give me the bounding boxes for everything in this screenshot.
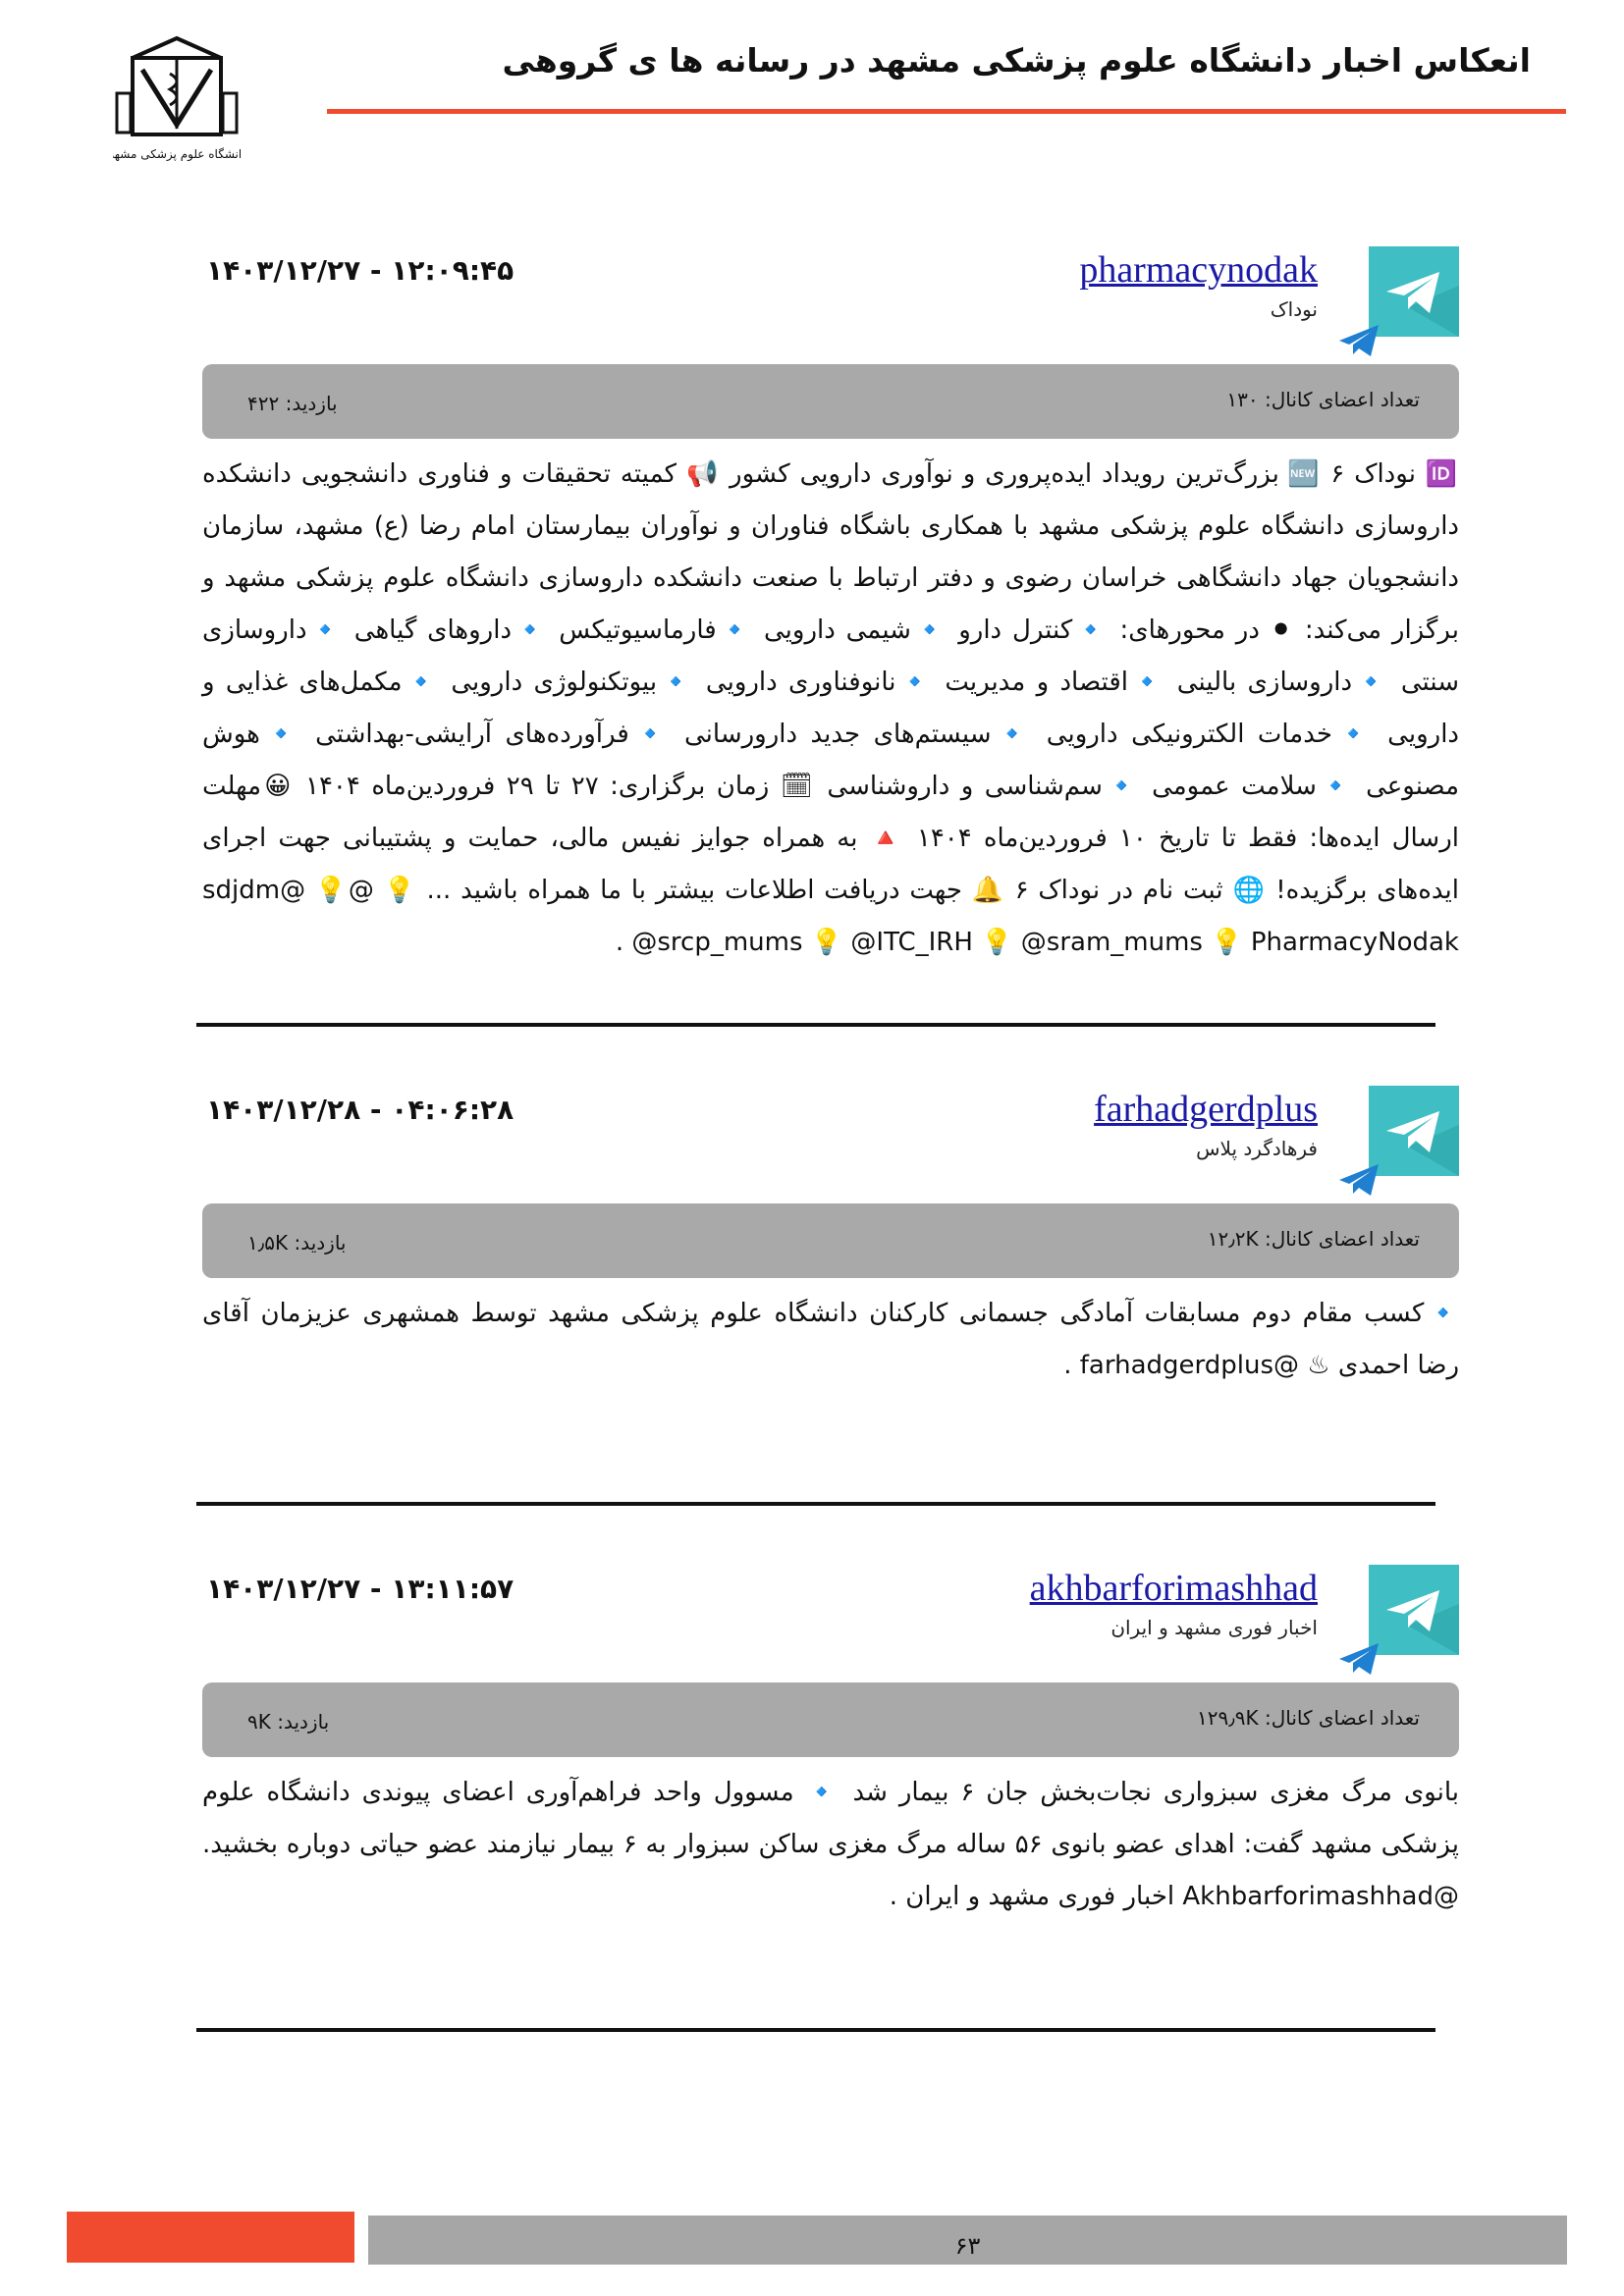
stats-bar	[202, 1682, 1459, 1757]
logo-caption: دانشگاه علوم پزشکی مشهد	[113, 147, 241, 161]
university-logo	[113, 34, 241, 167]
post-divider	[196, 1023, 1435, 1027]
channel-description: اخبار فوری مشهد و ایران	[1110, 1616, 1318, 1639]
post-divider	[196, 1502, 1435, 1506]
post-datetime: ۱۴۰۳/۱۲/۲۷ - ۱۳:۱۱:۵۷	[206, 1573, 514, 1605]
member-count: تعداد اعضای کانال: ۱۳۰	[1226, 388, 1420, 411]
post-divider	[196, 2028, 1435, 2032]
post-body: 🔹کسب مقام دوم مسابقات آمادگی جسمانی کارکنان دانشگاه علوم پزشکی مشهد توسط همشهری عزیزمان آقای رضا احمدی ♨ @farhadgerdplus .	[202, 1299, 1459, 1380]
member-count: تعداد اعضای کانال: ۱۲٫۲K	[1207, 1227, 1420, 1251]
telegram-icon	[1369, 246, 1459, 337]
view-count: بازدید: ۹K	[247, 1710, 330, 1734]
telegram-small-icon	[1337, 1641, 1380, 1677]
post-body: بانوی مرگ مغزی سبزواری نجات‌بخش جان ۶ بیمار شد 🔹 مسوول واحد فراهم‌آوری اعضای پیوندی دانشگاه علوم پزشکی مشهد گفت: اهدای عضو بانوی ۵۶ ساله مرگ مغزی ساکن سبزوار به ۶ بیمار نیازمند عضو حیاتی دوباره بخشید. @Akhbarforimashhad اخبار فوری مشهد و ایران .	[202, 1778, 1459, 1911]
page-title: انعکاس اخبار دانشگاه علوم پزشکی مشهد در رسانه ها ی گروهی	[502, 41, 1531, 80]
channel-description: فرهادگرد پلاس	[1196, 1137, 1318, 1160]
channel-description: نوداک	[1270, 297, 1318, 321]
stats-bar	[202, 364, 1459, 439]
telegram-small-icon	[1337, 1162, 1380, 1198]
channel-link[interactable]: farhadgerdplus	[1094, 1089, 1318, 1130]
header-divider	[327, 109, 1566, 114]
post-datetime: ۱۴۰۳/۱۲/۲۷ - ۱۲:۰۹:۴۵	[206, 254, 514, 287]
page-number: ۶۳	[954, 2232, 981, 2260]
member-count: تعداد اعضای کانال: ۱۲۹٫۹K	[1197, 1706, 1420, 1730]
channel-link[interactable]: akhbarforimashhad	[1029, 1568, 1318, 1609]
channel-link[interactable]: pharmacynodak	[1079, 249, 1318, 291]
telegram-icon	[1369, 1086, 1459, 1176]
stats-bar	[202, 1203, 1459, 1278]
view-count: بازدید: ۱٫۵K	[247, 1231, 347, 1255]
footer-accent-bar	[67, 2212, 354, 2263]
telegram-small-icon	[1337, 323, 1380, 358]
post-datetime: ۱۴۰۳/۱۲/۲۸ - ۰۴:۰۶:۲۸	[206, 1094, 514, 1126]
view-count: بازدید: ۴۲۲	[247, 392, 338, 415]
telegram-icon	[1369, 1565, 1459, 1655]
post-body: 🆔 نوداک ۶ 🆕 بزرگ‌ترین رویداد ایده‌پروری و نوآوری دارویی کشور 📢 کمیته تحقیقات و فناوری دانشجویی دانشکده داروسازی دانشگاه علوم پزشکی مشهد با همکاری باشگاه فناوران و نوآوران بیمارستان امام رضا (ع) مشهد، سازمان دانشجویان جهاد دانشگاهی خراسان رضوی و دفتر ارتباط با صنعت دانشکده داروسازی دانشگاه علوم پزشکی مشهد و برگزار می‌کند: ⚫ در محورهای: 🔹کنترل دارو 🔹شیمی دارویی 🔹فارماسیوتیکس 🔹داروهای گیاهی 🔹داروسازی سنتی 🔹داروسازی بالینی 🔹اقتصاد و مدیریت 🔹نانوفناوری دارویی 🔹بیوتکنولوژی دارویی 🔹مکمل‌های غذایی و دارویی 🔹خدمات الکترونیکی دارویی 🔹سیستم‌های جدید دارورسانی 🔹فرآورده‌های آرایشی-بهداشتی 🔹هوش مصنوعی 🔹سلامت عمومی 🔹سم‌شناسی و داروشناسی 🗓 زمان برگزاری: ۲۷ تا ۲۹ فروردین‌ماه ۱۴۰۴ 😀مهلت ارسال ایده‌ها: فقط تا تاریخ ۱۰ فروردین‌ماه ۱۴۰۴ 🔺 به همراه جوایز نفیس مالی، حمایت و پشتیبانی جهت اجرای ایده‌های برگزیده! 🌐 ثبت نام در نوداک ۶ 🔔 جهت دریافت اطلاعات بیشتر با ما همراه باشید ... 💡 @sdjdm@ 💡 @srcp_mums 💡 @ITC_IRH 💡 @sram_mums 💡 PharmacyNodak .	[202, 459, 1460, 957]
